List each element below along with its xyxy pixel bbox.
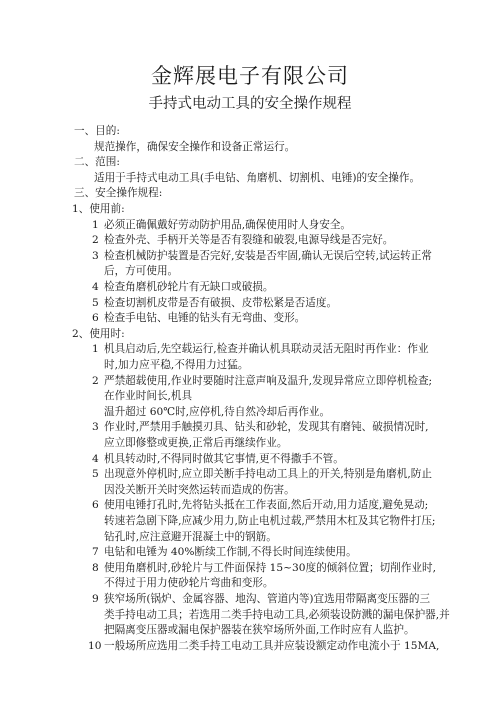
list-item-line: 狭窄场所(锅炉、金属容器、地沟、管道内等)宜选用带隔离变压器的三 [104,593,431,605]
item-number: 4 [92,452,99,465]
list-item-line: 使用电锤打孔时,先将钻头抵在工作表面,然后开动,用力适度,避免晃动; [104,499,429,512]
list-item-line: 把隔离变压器或漏电保护器装在狭窄场所外面,工作时应有人监护。 [104,624,415,637]
list-item-line: 出现意外停机时,应立即关断手持电动工具上的开关,特别是角磨机,防止 [104,468,432,481]
list-item-line: 后，方可使用。 [104,265,179,278]
item-number: 2 [92,234,99,247]
section-heading: 一、目的: [74,125,120,137]
list-item-line: 温升超过 60℃时,应停机,待自然冷却后再作业。 [104,405,331,418]
list-item-line: 一般场所应选用二类手持工电动工具并应装设额定动作电流小于 15MA, [104,639,440,652]
item-number: 9 [92,593,99,605]
list-item-line: 电钻和电锤为 40%断续工作制,不得长时间连续使用。 [104,546,357,559]
item-number: 5 [92,468,99,481]
document-title: 手持式电动工具的安全操作规程 [148,96,352,112]
section-heading: 二、范围: [74,156,120,169]
item-number: 2 [92,374,99,387]
list-item-line: 在作业时间长,机具 [104,390,193,403]
list-item-line: 机具转动时,不得同时做其它事情,更不得撒手不管。 [104,452,344,465]
list-item-line: 不得过于用力使砂轮片弯曲和变形。 [104,577,274,590]
list-item-line: 必须正确佩戴好劳动防护用品,确保使用时人身安全。 [104,218,352,231]
item-number: 8 [92,561,99,574]
item-number: 3 [92,421,99,434]
item-number: 3 [92,249,99,262]
list-item-line: 使用角磨机时,砂轮片与工件面保持 15~30度的倾斜位置；切削作业时, [104,561,436,574]
list-item-line: 类手持电动工具；若选用二类手持电动工具,必须装设防溅的漏电保护器,并 [104,608,450,621]
list-item-line: 时,加力应平稳,不得用力过猛。 [104,359,249,371]
list-item-line: 检查机械防护装置是否完好,安装是否牢固,确认无误后空转,试运转正常 [104,249,432,262]
section-text: 适用于手持式电动工具(手电钻、角磨机、切割机、电锤)的安全操作。 [94,171,421,184]
subsection-heading: 1、使用前: [72,203,125,215]
item-number: 1 [92,343,99,356]
list-item-line: 检查外壳、手柄开关等是否有裂缝和破裂,电源导线是否完好。 [104,234,394,247]
list-item-line: 转速若急剧下降,应减少用力,防止电机过载,严禁用木杠及其它物件打压; [104,515,436,527]
item-number: 4 [92,281,99,293]
list-item-line: 因没关断开关时突然运转而造成的伤害。 [104,483,295,496]
list-item-line: 应立即修整或更换,正常后再继续作业。 [104,437,288,449]
item-number: 5 [92,296,99,309]
item-number: 6 [92,499,99,512]
list-item-line: 严禁超载使用,作业时要随时注意声响及温升,发现异常应立即停机检查; [104,374,433,387]
list-item-line: 检查手电钻、电锤的钻头有无弯曲、变形。 [104,312,306,325]
item-number: 10 [88,639,102,652]
subsection-heading: 2、使用时: [72,327,125,340]
section-text: 规范操作，确保安全操作和设备正常运行。 [94,140,296,153]
item-number: 1 [92,218,99,231]
item-number: 7 [92,546,99,559]
list-item-line: 机具启动后,先空载运行,检查并确认机具联动灵活无阻时再作业：作业 [104,343,429,356]
list-item-line: 作业时,严禁用手触摸刃具、钻头和砂轮，发现其有磨钝、破损情况时, [104,421,429,434]
list-item-line: 检查切割机皮带是否有破损、皮带松紧是否适度。 [104,296,338,309]
list-item-line: 钻孔时,应注意避开混凝土中的钢筋。 [104,530,277,543]
list-item-line: 检查角磨机砂轮片有无缺口或破损。 [104,281,274,293]
item-number: 6 [92,312,99,325]
section-heading: 三、安全操作规程: [74,187,163,200]
company-name: 金辉展电子有限公司 [151,64,349,88]
